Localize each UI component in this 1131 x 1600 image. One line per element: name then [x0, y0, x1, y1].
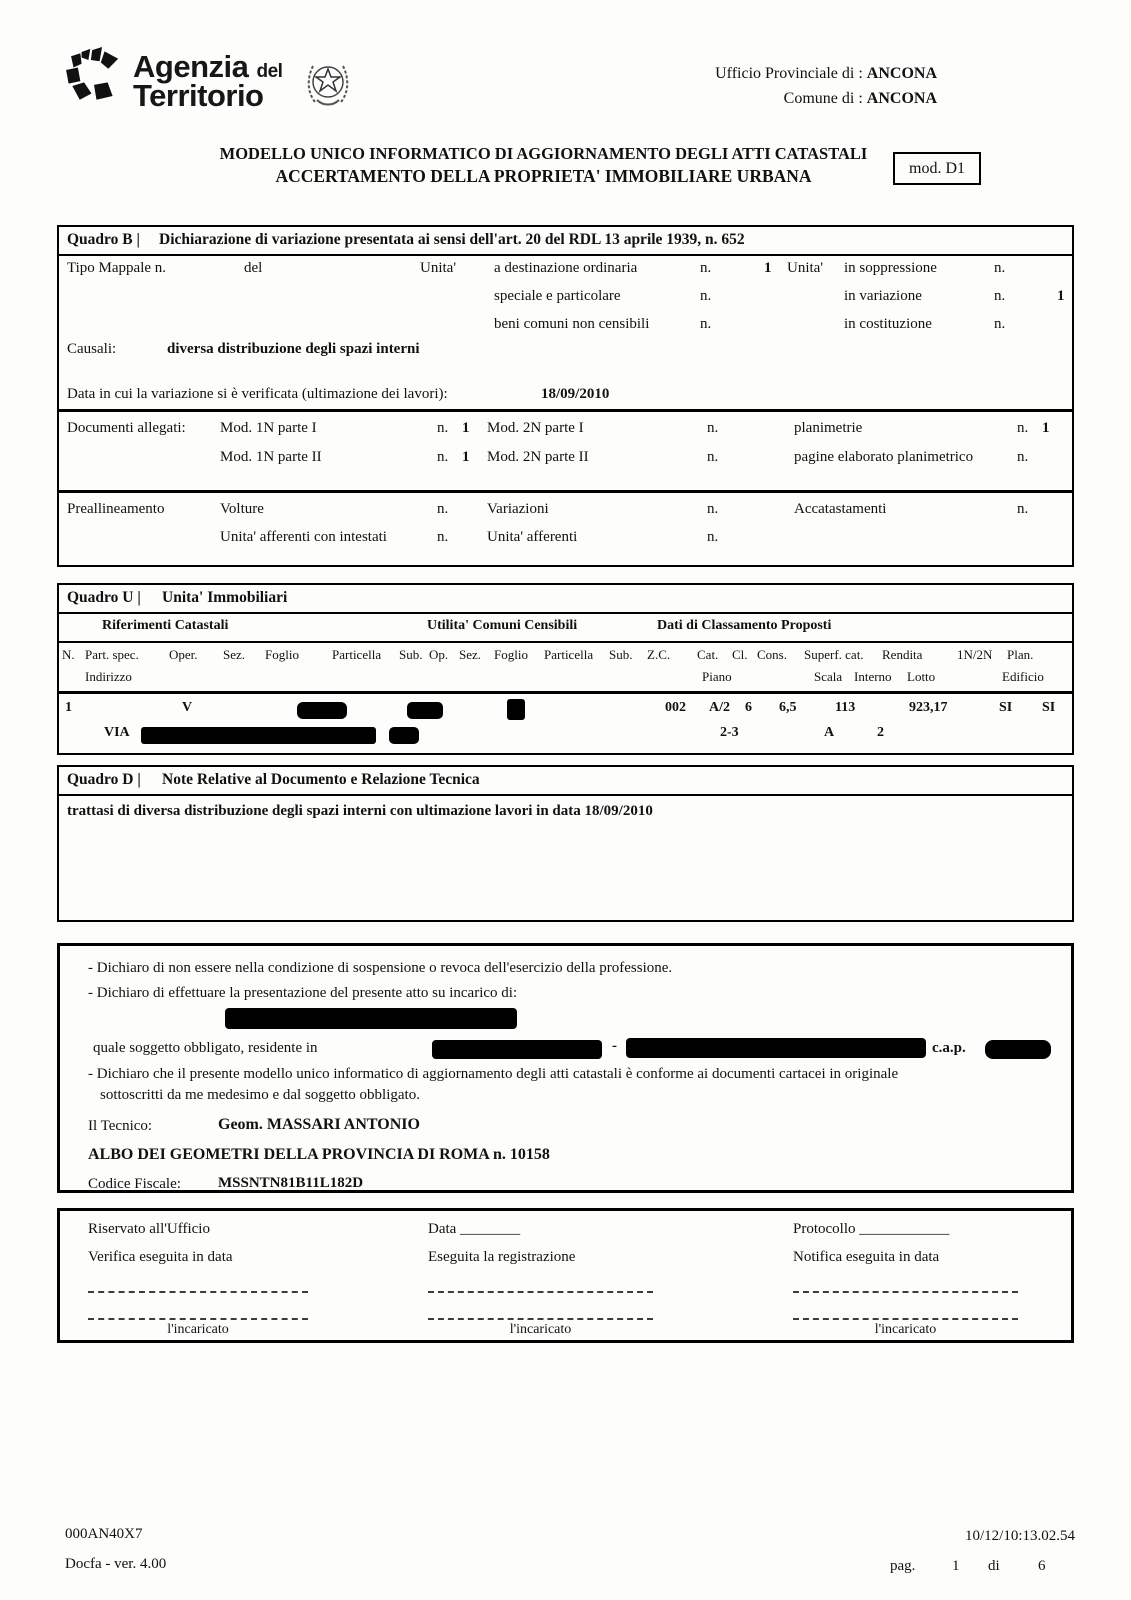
row1-left-n: n.: [700, 260, 712, 276]
office-info: [600, 62, 937, 112]
redacted-particella: [407, 702, 443, 719]
redacted-indirizzo-2: [389, 727, 419, 744]
office-info-line2: [600, 87, 937, 112]
col-superf-cat: Superf. cat.: [804, 647, 864, 662]
unit-row-1n2n: SI: [999, 700, 1013, 715]
col-part-spec: Part. spec.: [85, 647, 139, 662]
row3-right-desc: in costituzione: [844, 316, 932, 332]
col-oper: Oper.: [169, 647, 198, 662]
row2-left-n: n.: [700, 288, 712, 304]
col-foglio-2: Foglio: [494, 647, 528, 662]
unita-right-label: Unita': [787, 260, 824, 276]
office-col1-sign-line-2: [88, 1318, 308, 1320]
footer-pag-num: 1: [952, 1558, 960, 1574]
tecnico-label: Il Tecnico:: [88, 1118, 153, 1134]
row3-right-n: n.: [994, 316, 1006, 332]
col-sub-1: Sub.: [399, 647, 423, 662]
office-col3-sign-line-2: [793, 1318, 1018, 1320]
preallineamento-label: Preallineamento: [67, 501, 165, 517]
quadro-b-separator-2: [59, 490, 1072, 493]
redacted-delegante-nome: [225, 1008, 517, 1029]
tecnico-value: Geom. MASSARI ANTONIO: [218, 1116, 420, 1133]
col-particella-2: Particella: [544, 647, 594, 662]
unit-row-plan: SI: [1042, 700, 1056, 715]
col-lotto: Lotto: [907, 669, 936, 684]
pre-r2-c1: Unita' afferenti con intestati: [220, 529, 387, 545]
document-title: [57, 144, 1030, 187]
col-foglio-1: Foglio: [265, 647, 299, 662]
group-dati-classamento-proposti: Dati di Classamento Proposti: [657, 618, 832, 633]
col-cons: Cons.: [757, 647, 787, 662]
col-scala: Scala: [814, 669, 843, 684]
quadro-u-box: [57, 583, 1074, 755]
row2-right-n: n.: [994, 288, 1006, 304]
footer-code: 000AN40X7: [65, 1526, 143, 1542]
data-variazione-value: 18/09/2010: [541, 386, 610, 402]
cap-label: c.a.p.: [932, 1040, 966, 1056]
quadro-b-heading: Dichiarazione di variazione presentata ai sensi dell'art. 20 del RDL 13 aprile 1939, n. 652: [159, 231, 745, 248]
office-col2-title: Data ________: [428, 1221, 521, 1237]
resident-prefix: quale soggetto obbligato, residente in: [93, 1040, 318, 1056]
quadro-b-label: Quadro B |: [67, 231, 140, 248]
col-sub-2: Sub.: [609, 647, 633, 662]
office-info-line1: [600, 62, 937, 87]
declaration-line2: - Dichiaro di effettuare la presentazione del presente atto su incarico di:: [88, 985, 518, 1001]
footer-timestamp: 10/12/10:13.02.54: [964, 1528, 1075, 1544]
doc-r1-v1: 1: [462, 420, 470, 436]
mod-d1-box: [893, 152, 981, 185]
unit-row-indirizzo-prefix: VIA: [104, 725, 130, 740]
quadro-u-header-divider: [59, 691, 1072, 694]
unita-left-label: Unita': [420, 260, 457, 276]
office-col3-subtitle: Notifica eseguita in data: [793, 1249, 940, 1265]
row1-left-desc: a destinazione ordinaria: [494, 260, 638, 276]
codice-fiscale-label: Codice Fiscale:: [88, 1176, 181, 1192]
unit-row-cat: A/2: [709, 700, 730, 715]
quadro-d-heading: Note Relative al Documento e Relazione Tecnica: [162, 771, 480, 788]
comune-label: Comune di :: [783, 89, 863, 107]
redacted-sub: [507, 699, 525, 720]
declaration-line1: - Dichiaro di non essere nella condizione di sospensione o revoca dell'esercizio della professione.: [88, 960, 673, 976]
logo-wordmark: [133, 49, 283, 114]
unit-row-cons: 6,5: [779, 700, 797, 715]
causali-value: diversa distribuzione degli spazi interni: [167, 341, 420, 357]
declaration-box: [57, 943, 1074, 1193]
logo-word-del: del: [256, 61, 283, 82]
row1-right-n: n.: [994, 260, 1006, 276]
quadro-u-label: Quadro U |: [67, 589, 141, 606]
doc-r1-n3: n.: [1017, 420, 1029, 436]
quadro-b-box: [57, 225, 1074, 567]
declaration-line3a: - Dichiaro che il presente modello unico informatico di aggiornamento degli atti catastali è conforme ai documenti cartacei in originale: [88, 1066, 899, 1082]
doc-r2-n2: n.: [707, 449, 719, 465]
ufficio-provinciale-value: ANCONA: [866, 65, 937, 82]
redacted-foglio: [297, 702, 347, 719]
footer-pag-label: pag.: [890, 1558, 916, 1574]
ufficio-provinciale-label: Ufficio Provinciale di :: [715, 65, 863, 82]
pre-r1-c3: Accatastamenti: [794, 501, 887, 517]
unit-row-cl: 6: [745, 700, 752, 715]
office-col1-sign-line-1: [88, 1291, 308, 1293]
col-rendita: Rendita: [882, 647, 923, 662]
pre-r2-n2: n.: [707, 529, 719, 545]
row2-right-desc: in variazione: [844, 288, 922, 304]
pre-r1-n3: n.: [1017, 501, 1029, 517]
redacted-indirizzo-residenza: [626, 1038, 926, 1058]
row3-left-n: n.: [700, 316, 712, 332]
col-sez-1: Sez.: [223, 647, 246, 662]
unit-row-n: 1: [65, 700, 72, 715]
doc-r1-c3: planimetrie: [794, 420, 863, 436]
row2-right-value: 1: [1057, 288, 1065, 304]
col-interno: Interno: [854, 669, 892, 684]
pre-r2-c2: Unita' afferenti: [487, 529, 578, 545]
quadro-u-groups-divider: [59, 641, 1072, 643]
footer-version: Docfa - ver. 4.00: [65, 1556, 167, 1572]
unit-row-scala: A: [824, 725, 835, 740]
doc-r2-c2: Mod. 2N parte II: [487, 449, 589, 465]
albo-line: ALBO DEI GEOMETRI DELLA PROVINCIA DI ROMA n. 10158: [88, 1146, 550, 1163]
office-col2-sign-label: l'incaricato: [509, 1322, 572, 1337]
quadro-d-title-row: [59, 767, 1072, 796]
pre-r1-n1: n.: [437, 501, 449, 517]
group-utilita-comuni-censibili: Utilita' Comuni Censibili: [427, 618, 578, 633]
title-line1: MODELLO UNICO INFORMATICO DI AGGIORNAMENTO DEGLI ATTI CATASTALI: [219, 144, 868, 163]
data-variazione-label: Data in cui la variazione si è verificata (ultimazione dei lavori):: [67, 386, 448, 402]
pre-r2-n1: n.: [437, 529, 449, 545]
del-label: del: [244, 260, 263, 276]
doc-r2-v1: 1: [462, 449, 470, 465]
office-reserved-box: [57, 1208, 1074, 1343]
doc-r2-n3: n.: [1017, 449, 1029, 465]
unit-row-rendita: 923,17: [909, 700, 948, 715]
redacted-cap: [985, 1040, 1051, 1059]
office-col2-subtitle: Eseguita la registrazione: [428, 1249, 576, 1265]
quadro-b-title-row: [59, 227, 1072, 256]
col-sez-2: Sez.: [459, 647, 482, 662]
col-cl: Cl.: [732, 647, 748, 662]
unit-row-piano: 2-3: [720, 725, 739, 740]
codice-fiscale-value: MSSNTN81B11L182D: [218, 1175, 364, 1191]
office-col1-subtitle: Verifica eseguita in data: [88, 1249, 233, 1265]
logo-word-agenzia: Agenzia: [133, 49, 249, 84]
pre-r1-n2: n.: [707, 501, 719, 517]
documenti-allegati-label: Documenti allegati:: [67, 420, 186, 436]
office-col2-sign-line-2: [428, 1318, 653, 1320]
logo-word-territorio: Territorio: [133, 78, 264, 114]
agenzia-territorio-logo-icon: [63, 47, 125, 109]
doc-r2-n1: n.: [437, 449, 449, 465]
row3-left-desc: beni comuni non censibili: [494, 316, 650, 332]
mod-d1-label: mod. D1: [909, 160, 965, 177]
col-particella-1: Particella: [332, 647, 382, 662]
doc-r1-c2: Mod. 2N parte I: [487, 420, 584, 436]
office-col1-sign-label: l'incaricato: [167, 1322, 229, 1337]
office-col1-title: Riservato all'Ufficio: [88, 1221, 210, 1237]
unit-row-superf: 113: [835, 700, 856, 715]
redacted-indirizzo: [141, 727, 376, 744]
row1-right-desc: in soppressione: [844, 260, 937, 276]
redacted-comune-residenza: [432, 1040, 602, 1059]
unit-row-interno: 2: [877, 725, 884, 740]
col-piano: Piano: [702, 669, 732, 684]
group-riferimenti-catastali: Riferimenti Catastali: [102, 618, 229, 633]
tipo-mappale-label: Tipo Mappale n.: [67, 260, 167, 276]
quadro-d-box: [57, 765, 1074, 922]
col-plan: Plan.: [1007, 647, 1034, 662]
row1-left-value: 1: [764, 260, 772, 276]
quadro-u-heading: Unita' Immobiliari: [162, 589, 288, 606]
doc-r2-c3: pagine elaborato planimetrico: [794, 449, 974, 465]
quadro-d-label: Quadro D |: [67, 771, 141, 788]
col-1n2n: 1N/2N: [957, 647, 993, 662]
doc-r1-n1: n.: [437, 420, 449, 436]
row2-left-desc: speciale e particolare: [494, 288, 621, 304]
resident-separator: -: [612, 1038, 617, 1054]
col-zc: Z.C.: [647, 647, 671, 662]
doc-r1-v3: 1: [1042, 420, 1050, 436]
office-col3-title: Protocollo ____________: [793, 1221, 950, 1237]
title-line2: ACCERTAMENTO DELLA PROPRIETA' IMMOBILIARE URBANA: [275, 166, 812, 186]
col-indirizzo: Indirizzo: [85, 669, 132, 684]
col-op: Op.: [429, 647, 449, 662]
office-col3-sign-line-1: [793, 1291, 1018, 1293]
office-col2-sign-line-1: [428, 1291, 653, 1293]
quadro-u-title-row: [59, 585, 1072, 614]
pre-r1-c2: Variazioni: [487, 501, 549, 517]
declaration-line3b: sottoscritti da me medesimo e dal soggetto obbligato.: [100, 1087, 420, 1103]
quadro-b-separator-1: [59, 409, 1072, 412]
doc-r1-c1: Mod. 1N parte I: [220, 420, 317, 436]
comune-value: ANCONA: [866, 89, 937, 107]
col-n: N.: [62, 647, 75, 662]
footer-di-label: di: [988, 1558, 1000, 1574]
quadro-d-note: trattasi di diversa distribuzione degli spazi interni con ultimazione lavori in data 18/09/2010: [67, 803, 653, 819]
pre-r1-c1: Volture: [220, 501, 264, 517]
causali-label: Causali:: [67, 341, 117, 357]
unit-row-zc: 002: [665, 700, 686, 715]
doc-r1-n2: n.: [707, 420, 719, 436]
footer-pag-total: 6: [1038, 1558, 1046, 1574]
unit-row-oper: V: [182, 700, 193, 715]
office-col3-sign-label: l'incaricato: [874, 1322, 937, 1337]
col-edificio: Edificio: [1002, 669, 1044, 684]
col-cat: Cat.: [697, 647, 719, 662]
republic-emblem-icon: [305, 56, 351, 112]
doc-r2-c1: Mod. 1N parte II: [220, 449, 322, 465]
